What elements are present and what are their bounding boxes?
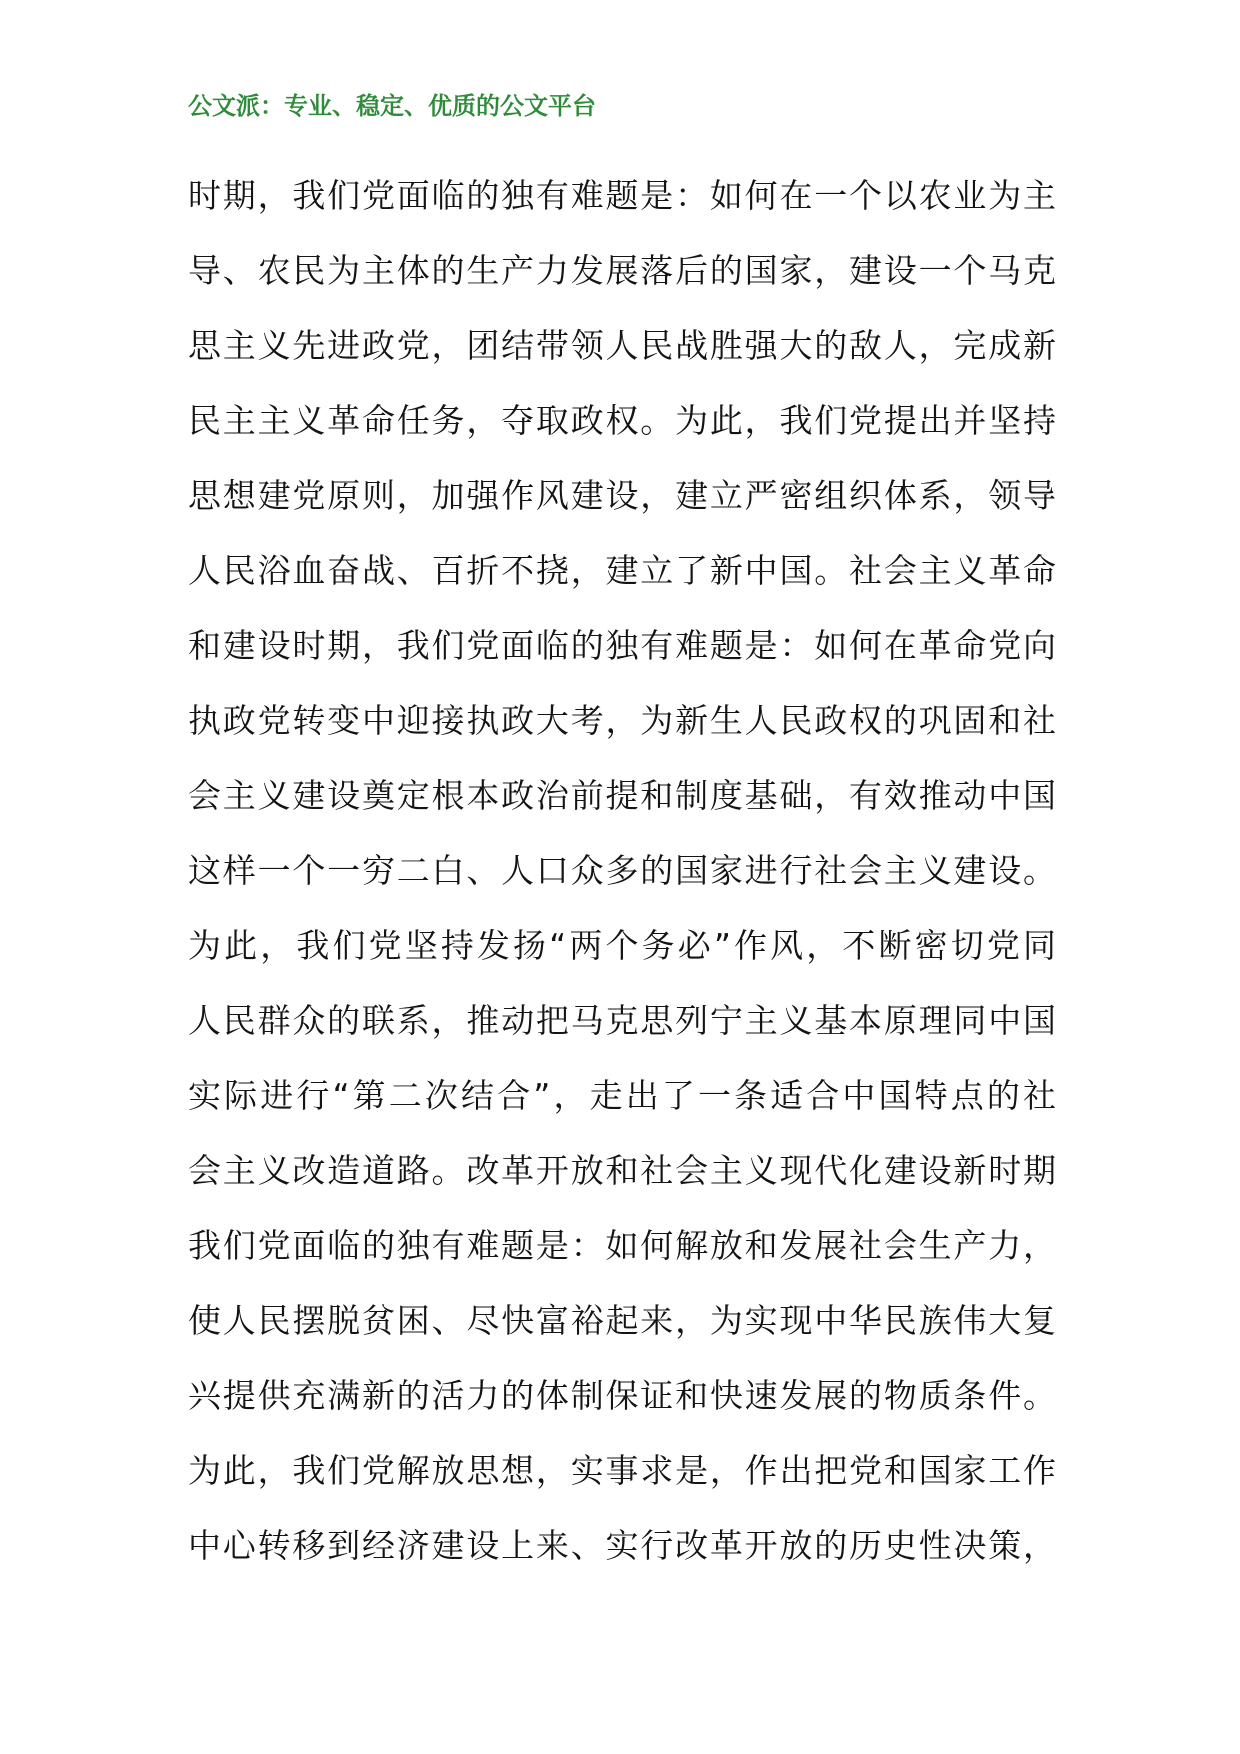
text-line: 会主义改造道路。改革开放和社会主义现代化建设新时期 [188, 1151, 1056, 1190]
text-line: 执政党转变中迎接执政大考，为新生人民政权的巩固和社 [188, 701, 1056, 740]
text-line: 中心转移到经济建设上来、实行改革开放的历史性决策， [188, 1526, 1056, 1565]
text-line: 思主义先进政党，团结带领人民战胜强大的敌人，完成新 [188, 326, 1056, 365]
text-line: 为此，我们党解放思想，实事求是，作出把党和国家工作 [188, 1451, 1056, 1490]
text-line: 我们党面临的独有难题是：如何解放和发展社会生产力， [188, 1226, 1056, 1265]
text-line: 人民浴血奋战、百折不挠，建立了新中国。社会主义革命 [188, 551, 1056, 590]
body-text [188, 170, 1068, 1595]
text-line: 这样一个一穷二白、人口众多的国家进行社会主义建设。 [188, 851, 1056, 890]
text-line: 和建设时期，我们党面临的独有难题是：如何在革命党向 [188, 626, 1056, 665]
text-line: 导、农民为主体的生产力发展落后的国家，建设一个马克 [188, 251, 1056, 290]
text-line: 思想建党原则，加强作风建设，建立严密组织体系，领导 [188, 476, 1056, 515]
text-line: 民主主义革命任务，夺取政权。为此，我们党提出并坚持 [188, 401, 1056, 440]
text-line: 使人民摆脱贫困、尽快富裕起来，为实现中华民族伟大复 [188, 1301, 1056, 1340]
text-line: 时期，我们党面临的独有难题是：如何在一个以农业为主 [188, 176, 1056, 215]
text-line: 人民群众的联系，推动把马克思列宁主义基本原理同中国 [188, 1001, 1056, 1040]
text-line: 为此，我们党坚持发扬“两个务必”作风，不断密切党同 [188, 926, 1056, 965]
text-line: 会主义建设奠定根本政治前提和制度基础，有效推动中国 [188, 776, 1056, 815]
page-header: 公文派：专业、稳定、优质的公文平台 [188, 92, 596, 120]
text-line: 实际进行“第二次结合”，走出了一条适合中国特点的社 [188, 1076, 1056, 1115]
text-line: 兴提供充满新的活力的体制保证和快速发展的物质条件。 [188, 1376, 1056, 1415]
